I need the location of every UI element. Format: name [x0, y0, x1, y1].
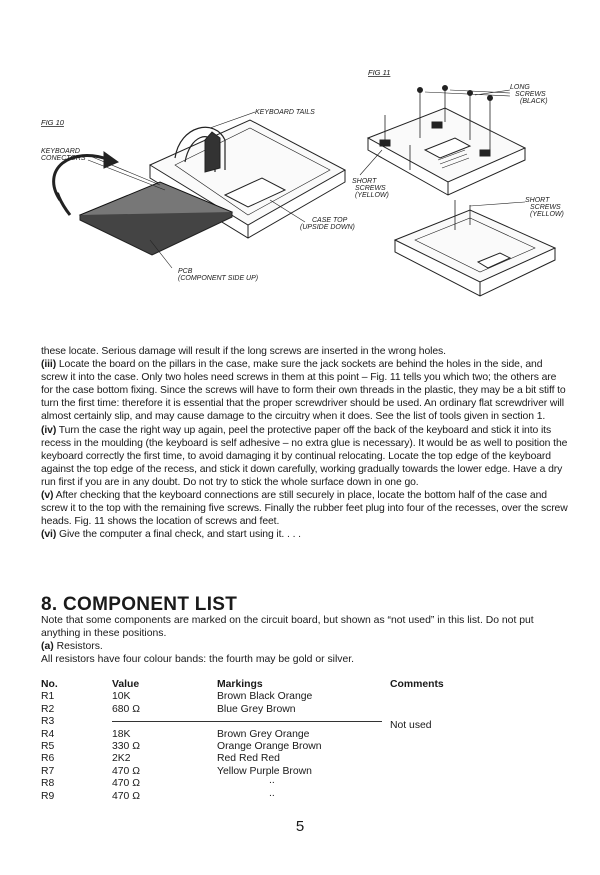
- not-used-rule: [112, 721, 382, 722]
- cell-markings: Brown Black Orange: [217, 691, 313, 703]
- short-screws-b-label-3: (YELLOW): [530, 211, 564, 218]
- resistor-note: All resistors have four colour bands: the fourth may be gold or silver.: [41, 654, 355, 665]
- case-top-label-2: (UPSIDE DOWN): [300, 224, 355, 231]
- cell-markings: Yellow Purple Brown: [217, 765, 312, 777]
- header-markings: Markings: [217, 679, 263, 690]
- assembly-figures: [0, 0, 600, 340]
- paragraph-step-v: [41, 489, 569, 528]
- step-number: (vi): [41, 529, 57, 541]
- cell-value: 470 Ω: [112, 790, 140, 802]
- step-number: (v): [41, 490, 54, 502]
- paragraph-continuation: these locate. Serious damage will result if the long screws are inserted in the wrong holes.: [41, 346, 446, 357]
- table-header: [41, 679, 571, 691]
- assembly-diagram: [0, 0, 600, 340]
- table-row: [41, 741, 571, 753]
- keyboard-connectors-label-1: KEYBOARD: [41, 148, 80, 155]
- cell-value: 680 Ω: [112, 703, 140, 715]
- cell-no: R1: [41, 691, 55, 703]
- long-screws-label-3: (BLACK): [520, 98, 548, 105]
- cell-markings: Brown Grey Orange: [217, 728, 310, 740]
- cell-markings-ditto: ..: [269, 775, 275, 787]
- step-text: Give the computer a final check, and start using it. . . .: [56, 529, 301, 541]
- subsection-heading: [41, 640, 569, 653]
- section-note: Note that some components are marked on the circuit board, but shown as “not used” in this list. Do not put anything in these positions.: [41, 615, 534, 639]
- section-title: 8. COMPONENT LIST: [41, 594, 238, 615]
- cell-markings: Orange Orange Brown: [217, 740, 322, 752]
- subsection-number: (a): [41, 641, 54, 652]
- cell-no: R8: [41, 778, 55, 790]
- cell-value: 18K: [112, 728, 131, 740]
- cell-value: 470 Ω: [112, 778, 140, 790]
- header-no: No.: [41, 679, 58, 690]
- instructions-body: [41, 345, 569, 541]
- short-screws-a-label-2: SCREWS: [355, 185, 386, 192]
- header-comments: Comments: [390, 679, 444, 690]
- long-screws-label-1: LONG: [510, 84, 530, 91]
- step-text: Turn the case the right way up again, peel the protective paper off the back of the keyboard and stick it into its recess in the moulding (the keyboard is self adhesive – no extra glue is necessary). It would be as well to position the keyboard correctly the first time, to avoid damaging it by continual relocating. Locate the top edge of the keyboard against the top edge of the recess, and stick it down carefully, working gradually towards the lower edge. Have a dry run first if you are in any doubt. Do not try to stick the whole surface down in one go.: [41, 424, 568, 488]
- pcb-label-1: PCB: [178, 268, 193, 275]
- short-screws-b-label-2: SCREWS: [530, 204, 561, 211]
- short-screws-a-label-1: SHORT: [352, 178, 377, 185]
- header-value: Value: [112, 679, 140, 690]
- page-number: 5: [295, 818, 305, 835]
- table-row: [41, 753, 571, 765]
- table-row: [41, 716, 571, 732]
- table-row: [41, 729, 571, 741]
- cell-no: R4: [41, 728, 55, 740]
- cell-no: R3: [41, 716, 55, 728]
- cell-no: R9: [41, 790, 55, 802]
- cell-value: 2K2: [112, 753, 131, 765]
- cell-value: 10K: [112, 691, 131, 703]
- component-table: [41, 679, 571, 803]
- keyboard-tails-label: KEYBOARD TAILS: [255, 109, 315, 116]
- paragraph-step-iv: [41, 424, 569, 489]
- step-text: After checking that the keyboard connections are still securely in place, locate the bottom half of the case and screw it to the top with the remaining five screws. Finally the rubber feet plug into four of the recesses, over the screw heads. Fig. 11 shows the location of screws and feet.: [41, 490, 568, 528]
- cell-value: 330 Ω: [112, 740, 140, 752]
- fig11-title: FIG 11: [368, 68, 391, 77]
- table-row: [41, 766, 571, 778]
- cell-no: R2: [41, 703, 55, 715]
- pcb-label-2: (COMPONENT SIDE UP): [178, 275, 259, 282]
- cell-markings: Red Red Red: [217, 753, 280, 765]
- section-intro: [41, 614, 569, 666]
- cell-no: R7: [41, 765, 55, 777]
- step-text: Locate the board on the pillars in the case, make sure the jack sockets are behind the holes in the side, and screw it into the case. Only two holes need screws in them at this point – Fig. 11 tells you which two; the others are for the case bottom fixing. Since the screws will have to form their own threads in the plastic, they may be a bit stiff to turn the first time: therefore it is essential that the proper screwdriver should be used. An ordinary flat screwdriver will almost certainly slip, and may cause damage to the circuitry when it does. See the list of tools given in section 1.: [41, 359, 566, 423]
- fig10-illustration: [54, 112, 345, 268]
- short-screws-a-label-3: (YELLOW): [355, 192, 389, 199]
- cell-no: R6: [41, 753, 55, 765]
- cell-no: R5: [41, 740, 55, 752]
- paragraph-step-iii: [41, 358, 569, 423]
- keyboard-connectors-label-2: CONECTORS: [41, 155, 86, 162]
- table-row: [41, 691, 571, 703]
- table-row: [41, 704, 571, 716]
- cell-value: 470 Ω: [112, 765, 140, 777]
- table-row: [41, 775, 571, 790]
- long-screws-label-2: SCREWS: [515, 91, 546, 98]
- table-row: [41, 787, 571, 803]
- step-number: (iv): [41, 424, 57, 436]
- cell-markings: Blue Grey Brown: [217, 703, 296, 715]
- cell-markings-ditto: ..: [269, 787, 275, 799]
- short-screws-b-label-1: SHORT: [525, 197, 550, 204]
- cell-comments: Not used: [390, 720, 432, 732]
- case-top-label-1: CASE TOP: [312, 217, 348, 224]
- step-number: (iii): [41, 359, 57, 371]
- subsection-title: Resistors.: [53, 641, 103, 652]
- fig10-title: FIG 10: [41, 118, 64, 127]
- fig11-illustration: [360, 86, 555, 297]
- paragraph-step-vi: [41, 528, 569, 541]
